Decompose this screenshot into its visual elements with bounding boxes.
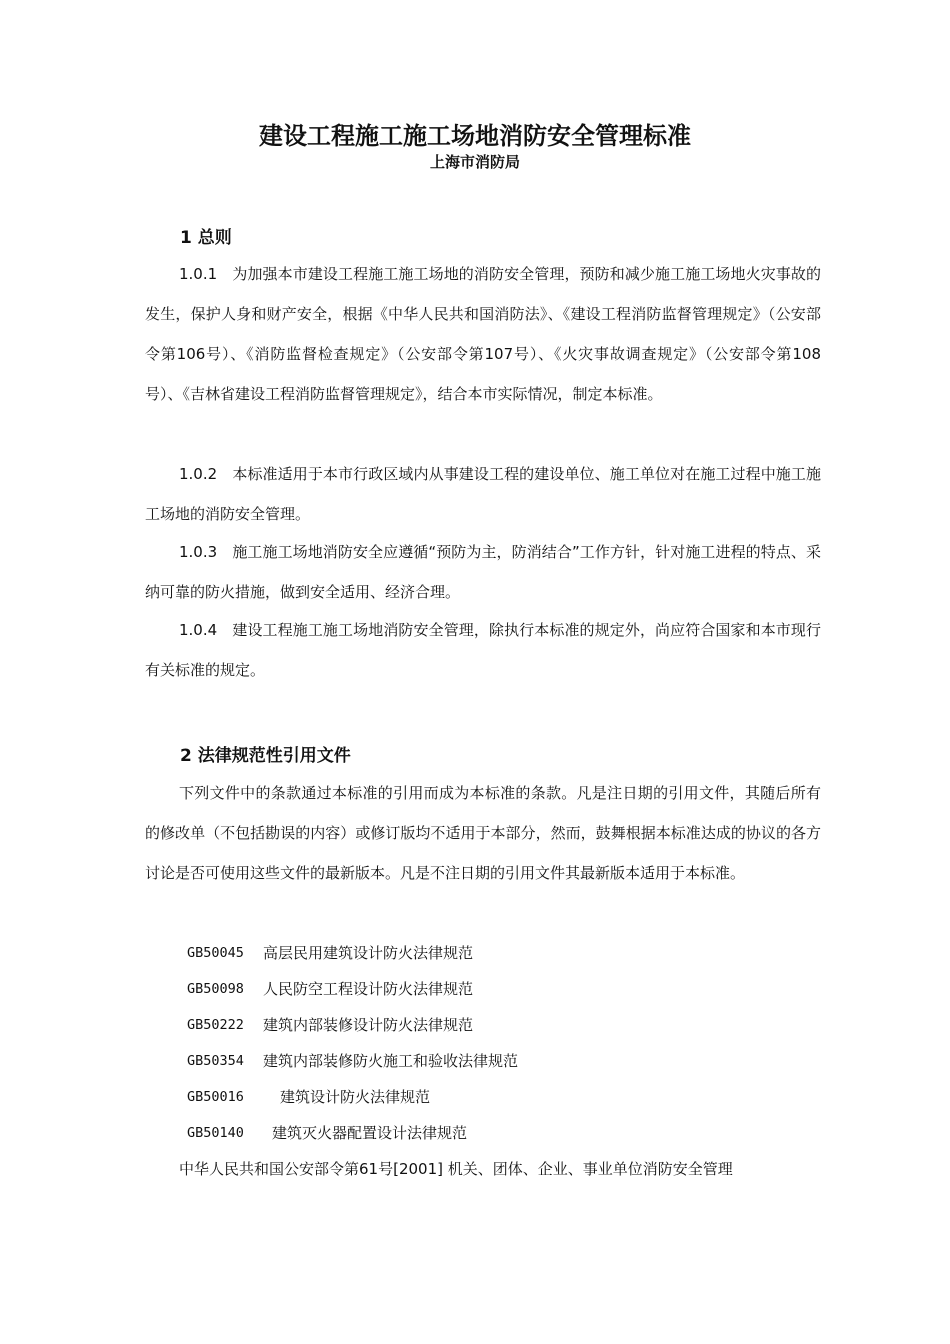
reference-code: GB50354 (187, 1053, 244, 1069)
section-1-heading: 1 总则 (180, 228, 232, 248)
clause-1-0-1: 1.0.1 为加强本市建设工程施工施工场地的消防安全管理，预防和减少施工施工场地火灾事故的发生，保护人身和财产安全，根据《中华人民共和国消防法》、《建设工程消防监督管理规定》（公安部令第106号）、《消防监督检查规定》（公安部令第107号）、《火灾事故调查规定》（公安部令第108号）、《吉林省建设工程消防监督管理规定》，结合本市实际情况，制定本标准。 (145, 265, 821, 403)
clause-1-0-4: 1.0.4 建设工程施工施工场地消防安全管理，除执行本标准的规定外，尚应符合国家和本市现行有关标准的规定。 (145, 621, 821, 679)
reference-code: GB50045 (187, 945, 244, 961)
reference-item (187, 1120, 518, 1156)
clause-1-0-3: 1.0.3 施工施工场地消防安全应遵循“预防为主，防消结合”工作方针，针对施工进程的特点、采纳可靠的防火措施，做到安全适用、经济合理。 (145, 543, 821, 601)
reference-title: 高层民用建筑设计防火法律规范 (263, 944, 474, 962)
reference-item (187, 1048, 518, 1084)
reference-title: 建筑内部装修设计防火法律规范 (263, 1016, 474, 1034)
reference-code: GB50140 (187, 1125, 244, 1141)
reference-item (187, 940, 518, 976)
reference-item (187, 1084, 518, 1120)
reference-title: 建筑内部装修防火施工和验收法律规范 (263, 1052, 519, 1070)
document-subtitle: 上海市消防局 (429, 153, 520, 171)
document-title: 建设工程施工施工场地消防安全管理标准 (259, 122, 691, 150)
reference-item (187, 976, 518, 1012)
reference-list (187, 940, 518, 1156)
reference-code: GB50016 (187, 1089, 244, 1105)
reference-title: 建筑设计防火法律规范 (280, 1088, 431, 1106)
reference-code: GB50222 (187, 1017, 244, 1033)
section-2-intro: 下列文件中的条款通过本标准的引用而成为本标准的条款。凡是注日期的引用文件，其随后所有的修改单（不包括勘误的内容）或修订版均不适用于本部分，然而，鼓舞根据本标准达成的协议的各方讨论是否可使用这些文件的最新版本。凡是不注日期的引用文件其最新版本适用于本标准。 (145, 784, 821, 882)
reference-item (187, 1012, 518, 1048)
reference-title: 人民防空工程设计防火法律规范 (263, 980, 474, 998)
reference-code: GB50098 (187, 981, 244, 997)
clause-1-0-2: 1.0.2 本标准适用于本市行政区域内从事建设工程的建设单位、施工单位对在施工过程中施工施工场地的消防安全管理。 (145, 465, 821, 523)
section-2-heading: 2 法律规范性引用文件 (180, 746, 351, 766)
regulation-reference-line: 中华人民共和国公安部令第61号[2001] 机关、团体、企业、事业单位消防安全管理 (179, 1160, 733, 1178)
reference-title: 建筑灭火器配置设计法律规范 (272, 1124, 468, 1142)
